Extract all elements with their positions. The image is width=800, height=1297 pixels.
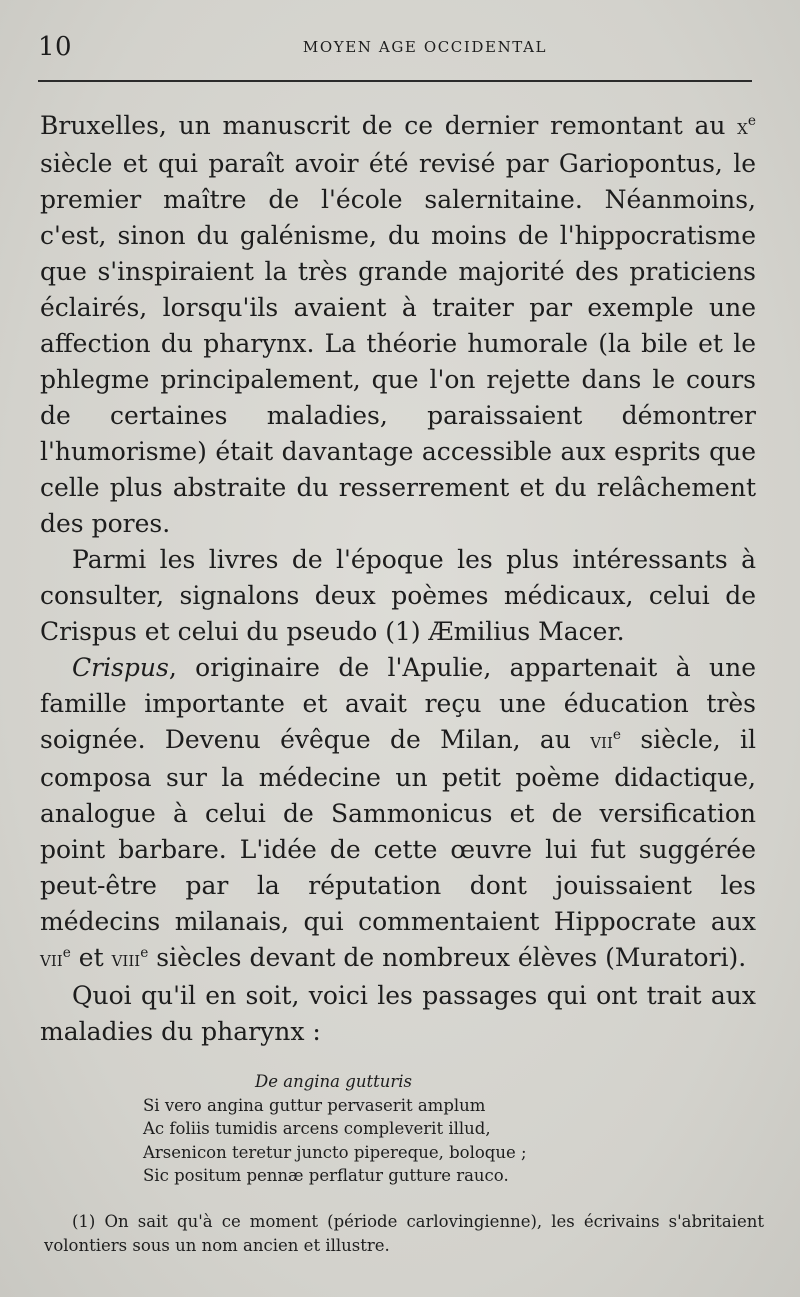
century-superscript: e — [140, 945, 149, 962]
century-superscript: e — [747, 113, 756, 130]
century-numeral: vii — [590, 729, 613, 754]
century-numeral: x — [737, 115, 748, 140]
paragraph-1-text-c: siècle et qui paraît avoir été revisé par Gariopontus, le premier maître de l'école salernitaine. Néanmoins, c'est, sinon du galénisme, du moins de l'hippocratisme que s'inspiraient la très grande majorité des praticiens éclairés, lorsqu'ils avaient à traiter par exemple une affection du pharynx. La théorie humorale (la bile et le phlegme principalement, que l'on rejette dans le cours de certaines maladies, paraissaient démontrer l'humorisme) était davantage accessible aux esprits que celle plus abstraite du resserrement et du relâchement des pores. — [40, 149, 756, 538]
poem-title: De angina gutturis — [255, 1072, 412, 1091]
century-numeral: viii — [111, 947, 141, 972]
page-number: 10 — [38, 32, 73, 62]
paragraph-1-text-a: Bruxelles, un manuscrit de ce dernier remontant au — [40, 111, 738, 140]
paragraph-4: Quoi qu'il en soit, voici les passages qui ont trait aux maladies du pharynx : — [40, 981, 756, 1046]
century-numeral: vii — [40, 947, 63, 972]
page-header — [38, 30, 752, 70]
poem-line: Si vero angina guttur pervaserit amplum — [143, 1095, 486, 1115]
paragraph-3-text-a: , originaire de l'Apulie, appartenait à une famille importante et avait reçu une éducation très soignée. Devenu évêque de Milan, au — [40, 653, 756, 754]
paragraph-3 — [40, 650, 756, 978]
paragraph-3-text-b: siècle, il composa sur la médecine un petit poème didactique, analogue à celui de Sammonicus et de versification point barbare. L'idée de cette œuvre lui fut suggérée peut-être par la réputation dont jouissaient les médecins milanais, qui commentaient Hippocrate aux — [40, 725, 756, 936]
poem-line: Arsenicon teretur juncto pipereque, boloque ; — [143, 1142, 527, 1162]
century-superscript: e — [62, 945, 71, 962]
paragraph-3-text-c: et — [70, 943, 112, 972]
footnote: (1) On sait qu'à ce moment (période carlovingienne), les écrivains s'abritaient volontiers sous un nom ancien et illustre. — [44, 1212, 764, 1255]
poem-block — [143, 1070, 527, 1188]
header-rule — [38, 80, 752, 82]
crispus-name: Crispus — [72, 653, 169, 682]
main-text — [40, 108, 756, 1050]
paragraph-2: Parmi les livres de l'époque les plus intéressants à consulter, signalons deux poèmes médicaux, celui de Crispus et celui du pseudo (1) Æmilius Macer. — [40, 545, 756, 646]
running-title: MOYEN AGE OCCIDENTAL — [302, 38, 548, 56]
poem-line: Sic positum pennæ perflatur gutture rauco. — [143, 1166, 509, 1185]
paragraph-1 — [40, 108, 756, 542]
century-superscript: e — [612, 727, 622, 744]
poem-line: Ac foliis tumidis arcens compleverit illud, — [143, 1119, 491, 1138]
paragraph-3-text-d: siècles devant de nombreux élèves (Muratori). — [148, 943, 747, 972]
